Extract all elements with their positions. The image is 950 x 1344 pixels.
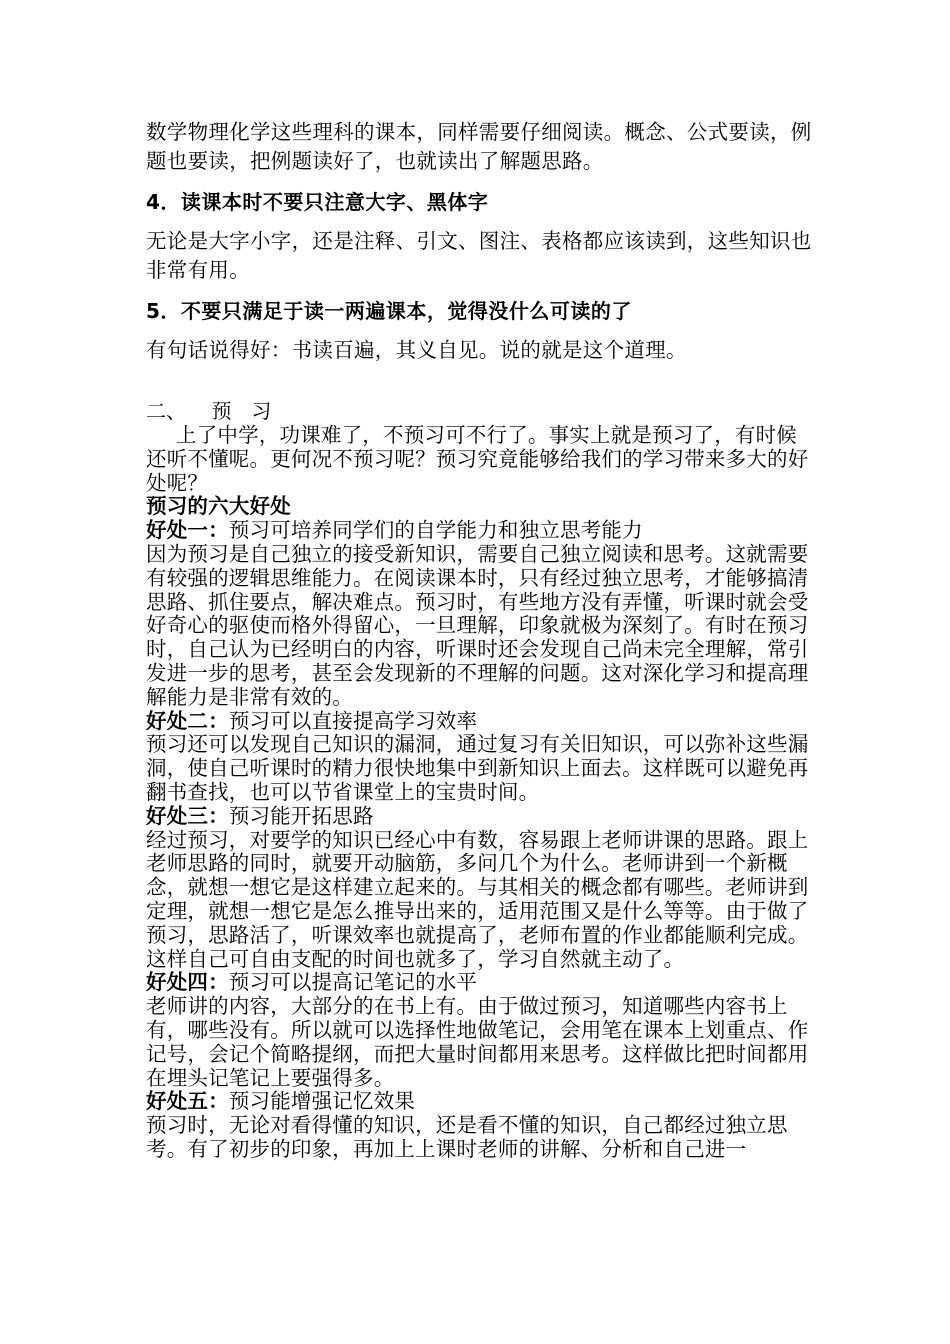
- benefit-3-label: 好处三：: [146, 803, 229, 828]
- paragraph-science-textbook: 数学物理化学这些理科的课本，同样需要仔细阅读。概念、公式要读，例题也要读，把例题读好了，也就读出了解题思路。: [146, 120, 812, 173]
- section-number: 二、: [146, 399, 186, 423]
- section-title: [146, 398, 271, 424]
- benefit-1-label: 好处一：: [146, 518, 229, 543]
- benefit-2-title: 预习可以直接提高学习效率: [228, 708, 478, 733]
- benefit-4-text: 老师讲的内容，大部分的在书上有。由于做过预习，知道哪些内容书上有，哪些没有。所以就可以选择性地做笔记，会用笔在课本上划重点、作记号，会记个简略提纲，而把大量时间都用来思考。这样做比把时间都用在埋头记笔记上要强得多。: [146, 994, 809, 1090]
- benefit-5-text: 预习时，无论对看得懂的知识，还是看不懂的知识，自己都经过独立思考。有了初步的印象，再加上上课时老师的讲解、分析和自己进一: [146, 1113, 788, 1161]
- top-block: [146, 118, 812, 365]
- paragraph-tip-4: 无论是大字小字，还是注释、引文、图注、表格都应该读到，这些知识也非常有用。: [146, 229, 812, 282]
- benefit-2-heading: [146, 710, 812, 734]
- benefit-4-heading: [146, 971, 812, 995]
- benefit-1-title: 预习可培养同学们的自学能力和独立思考能力: [228, 518, 643, 543]
- benefit-2-label: 好处二：: [146, 708, 229, 733]
- heading-tip-4: 4．读课本时不要只注意大字、黑体字: [146, 190, 489, 214]
- section-name: 预 习: [211, 399, 272, 423]
- benefit-3-text: 经过预习，对要学的知识已经心中有数，容易跟上老师讲课的思路。跟上老师思路的同时，就要开动脑筋，多问几个为什么。老师讲到一个新概念，就想一想它是这样建立起来的。与其相关的概念都有哪些。老师讲到定理，就想一想它是怎么推导出来的，适用范围又是什么等等。由于做了预习，思路活了，听课效率也就提高了，老师布置的作业都能顺利完成。这样自己可自由支配的时间也就多了，学习自然就主动了。: [146, 827, 809, 971]
- benefit-4-label: 好处四：: [146, 970, 229, 995]
- benefit-5-label: 好处五：: [146, 1089, 229, 1114]
- benefit-1-text: 因为预习是自己独立的接受新知识，需要自己独立阅读和思考。这就需要有较强的逻辑思维能力。在阅读课本时，只有经过独立思考，才能够搞清思路、抓住要点，解决难点。预习时，有些地方没有弄懂，听课时就会受好奇心的驱使而格外得留心，一旦理解，印象就极为深刻了。有时在预习时，自己认为已经明白的内容，听课时还会发现自己尚未完全理解，常引发进一步的思考，甚至会发现新的不理解的问题。这对深化学习和提高理解能力是非常有效的。: [146, 541, 809, 709]
- benefit-4-title: 预习可以提高记笔记的水平: [228, 970, 478, 995]
- benefit-1-heading: [146, 519, 812, 543]
- benefit-2-text: 预习还可以发现自己知识的漏洞，通过复习有关旧知识，可以弥补这些漏洞，使自己听课时的精力很快地集中到新知识上面去。这样既可以避免再翻书查找，也可以节省课堂上的宝贵时间。: [146, 732, 809, 804]
- benefits-title: 预习的六大好处: [146, 494, 291, 519]
- benefit-5-heading: [146, 1090, 812, 1114]
- intro-paragraph: 上了中学，功课难了，不预习可不行了。事实上就是预习了，有时候还听不懂呢。更何况不预习呢？预习究竟能够给我们的学习带来多大的好处呢？: [146, 423, 809, 495]
- benefit-5-title: 预习能增强记忆效果: [228, 1089, 416, 1114]
- preview-section-body: [146, 424, 812, 1162]
- benefit-3-heading: [146, 805, 812, 829]
- heading-tip-5: 5．不要只满足于读一两遍课本，觉得没什么可读的了: [146, 299, 632, 323]
- benefit-3-title: 预习能开拓思路: [228, 803, 374, 828]
- paragraph-tip-5: 有句话说得好：书读百遍，其义自见。说的就是这个道理。: [146, 338, 687, 362]
